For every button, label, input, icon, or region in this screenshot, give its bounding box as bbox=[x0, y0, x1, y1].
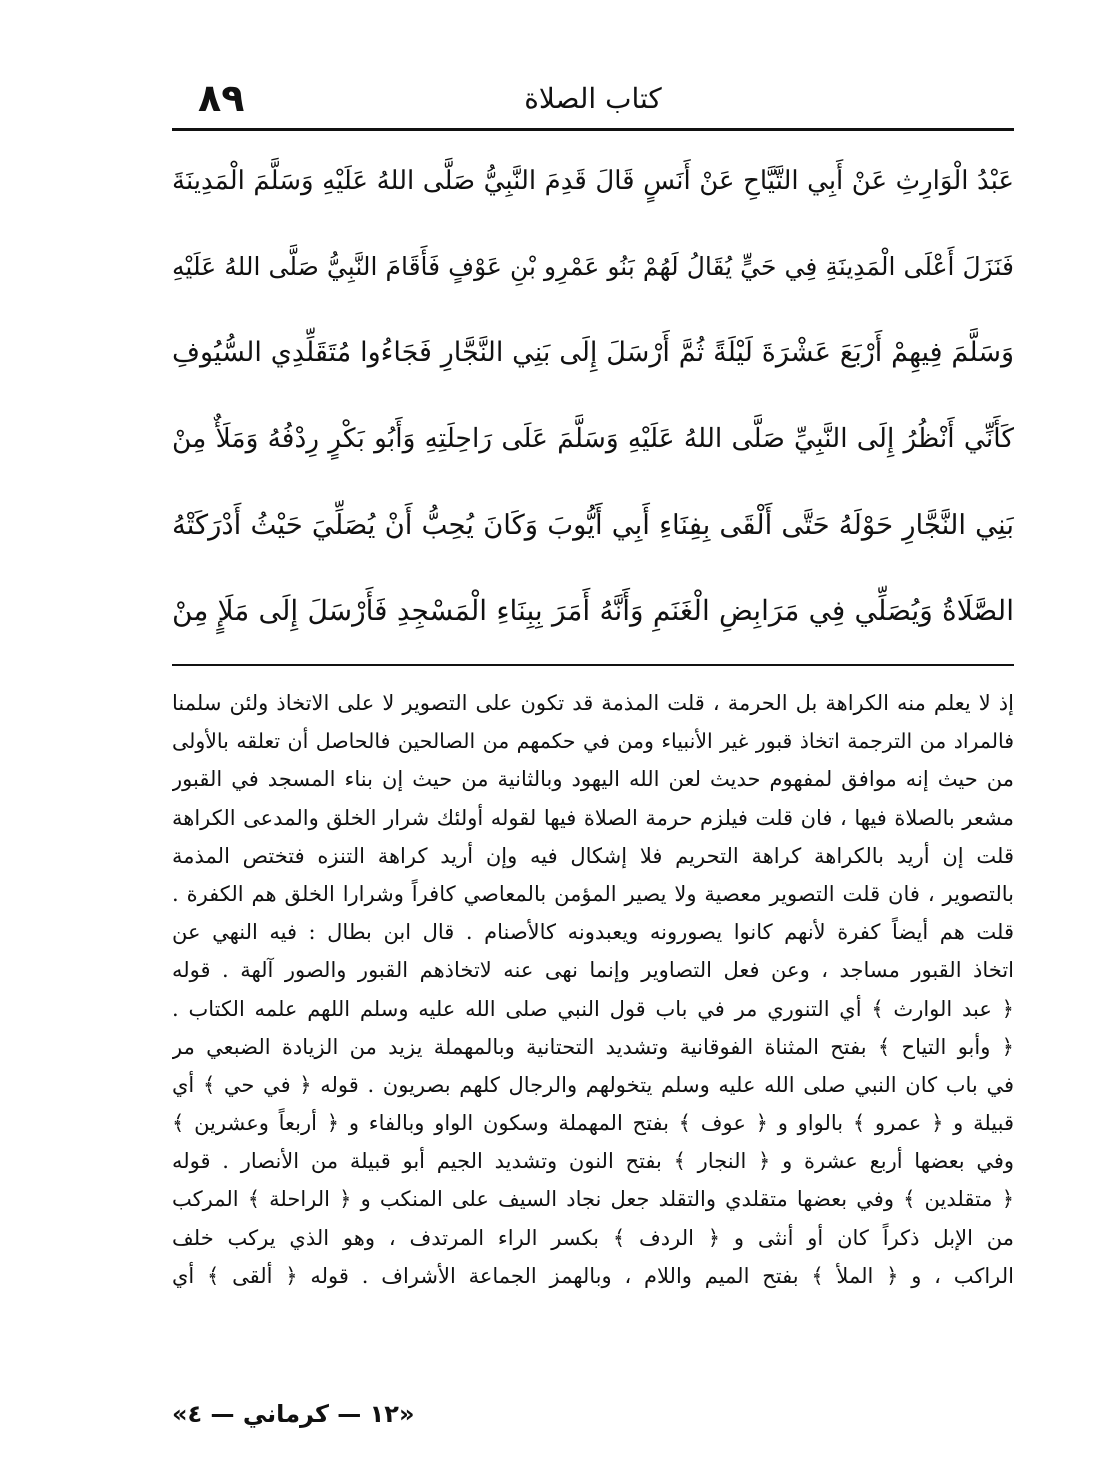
commentary-line: من حيث إنه موافق لمفهوم حديث لعن الله اليهود وبالثانية من حيث إن بناء المسجد في القبور bbox=[172, 767, 1014, 792]
commentary-line: اتخاذ القبور مساجد ، وعن فعل التصاوير وإنما نهى عنه لاتخاذهم القبور والصور آلهة . قوله bbox=[172, 958, 1014, 983]
hadith-line: كَأَنِّي أَنْظُرُ إِلَى النَّبِيِّ صَلَّى اللهُ عَلَيْهِ وَسَلَّمَ عَلَى رَاحِلَتِهِ وَأَبُو بَكْرٍ رِدْفُهُ وَمَلَأٌ مِنْ bbox=[172, 423, 1014, 454]
commentary-line: الراكب ، و ﴿ الملأ ﴾ بفتح الميم واللام ، وبالهمز الجماعة الأشراف . قوله ﴿ ألقى ﴾ أي bbox=[172, 1263, 1014, 1288]
commentary-line: إذ لا يعلم منه الكراهة بل الحرمة ، قلت المذمة قد تكون على التصوير لا على الاتخاذ ولئن سلمنا bbox=[172, 691, 1014, 715]
section-divider bbox=[172, 664, 1014, 666]
commentary-line: في باب كان النبي صلى الله عليه وسلم يتخولهم والرجال كلهم بصريون . قوله ﴿ في حي ﴾ أي bbox=[172, 1072, 1014, 1097]
commentary-line: قبيلة و ﴿ عمرو ﴾ بالواو و ﴿ عوف ﴾ بفتح المهملة وسكون الواو وبالفاء و ﴿ أربعاً وعشرين ﴾ bbox=[172, 1111, 1014, 1136]
hadith-line: عَبْدُ الْوَارِثِ عَنْ أَبِي التَّيَّاحِ عَنْ أَنَسٍ قَالَ قَدِمَ النَّبِيُّ صَلَّى اللهُ عَلَيْهِ وَسَلَّمَ الْمَدِينَةَ bbox=[172, 166, 1014, 196]
hadith-line: فَنَزَلَ أَعْلَى الْمَدِينَةِ فِي حَيٍّ يُقَالُ لَهُمْ بَنُو عَمْرِو بْنِ عَوْفٍ فَأَقَامَ النَّبِيُّ صَلَّى اللهُ عَلَيْهِ bbox=[172, 252, 1014, 281]
signature-mark: «١٢ — كرماني — ٤» bbox=[172, 1400, 415, 1428]
hadith-line: الصَّلَاةُ وَيُصَلِّي فِي مَرَابِضِ الْغَنَمِ وَأَنَّهُ أَمَرَ بِبِنَاءِ الْمَسْجِدِ فَأَرْسَلَ إِلَى مَلَإٍ مِنْ bbox=[172, 594, 1014, 627]
hadith-text bbox=[172, 138, 1014, 654]
commentary-line: وفي بعضها أربع عشرة و ﴿ النجار ﴾ بفتح النون وتشديد الجيم أبو قبيلة من الأنصار . قوله bbox=[172, 1149, 1014, 1174]
commentary-line: مشعر بالصلاة فيها ، فان قلت فيلزم حرمة الصلاة فيها لقوله أولئك شرار الخلق والمدعى الكراهة bbox=[172, 805, 1014, 830]
book-title: كتاب الصلاة bbox=[524, 82, 662, 115]
commentary-line: ﴿ وأبو التياح ﴾ بفتح المثناة الفوقانية وتشديد التحتانية وبالمهملة يزيد من الزيادة الضبعي مر bbox=[172, 1034, 1014, 1059]
hadith-line: بَنِي النَّجَّارِ حَوْلَهُ حَتَّى أَلْقَى بِفِنَاءِ أَبِي أَيُّوبَ وَكَانَ يُحِبُّ أَنْ يُصَلِّيَ حَيْثُ أَدْرَكَتْهُ bbox=[172, 509, 1014, 541]
commentary-line: بالتصوير ، فان قلت التصوير معصية ولا يصير المؤمن بالمعاصي كافراً وشرارا الخلق هم الكفرة . bbox=[172, 881, 1014, 906]
commentary-text bbox=[172, 684, 1014, 1295]
page-header bbox=[172, 76, 1014, 131]
hadith-line: وَسَلَّمَ فِيهِمْ أَرْبَعَ عَشْرَةَ لَيْلَةً ثُمَّ أَرْسَلَ إِلَى بَنِي النَّجَّارِ فَجَاءُوا مُتَقَلِّدِي السُّيُوفِ bbox=[172, 337, 1014, 368]
commentary-line: قلت إن أريد بالكراهة كراهة التحريم فلا إشكال فيه وإن أريد كراهة التنزه فتختص المذمة bbox=[172, 843, 1014, 868]
commentary-line: فالمراد من الترجمة اتخاذ قبور غير الأنبياء ومن في حكمهم من الصالحين فالحاصل أن تعلقه بالأولى bbox=[172, 729, 1014, 754]
commentary-line: ﴿ متقلدين ﴾ وفي بعضها متقلدي والتقلد جعل نجاد السيف على المنكب و ﴿ الراحلة ﴾ المركب bbox=[172, 1187, 1014, 1212]
commentary-line: ﴿ عبد الوارث ﴾ أي التنوري مر في باب قول النبي صلى الله عليه وسلم اللهم علمه الكتاب . bbox=[172, 996, 1014, 1021]
page-number: ٨٩ bbox=[198, 76, 245, 120]
commentary-line: قلت هم أيضاً كفرة لأنهم كانوا يصورونه ويعبدونه كالأصنام . قال ابن بطال : فيه النهي عن bbox=[172, 920, 1014, 945]
commentary-line: من الإبل ذكراً كان أو أنثى و ﴿ الردف ﴾ بكسر الراء المرتدف ، وهو الذي يركب خلف bbox=[172, 1225, 1014, 1250]
